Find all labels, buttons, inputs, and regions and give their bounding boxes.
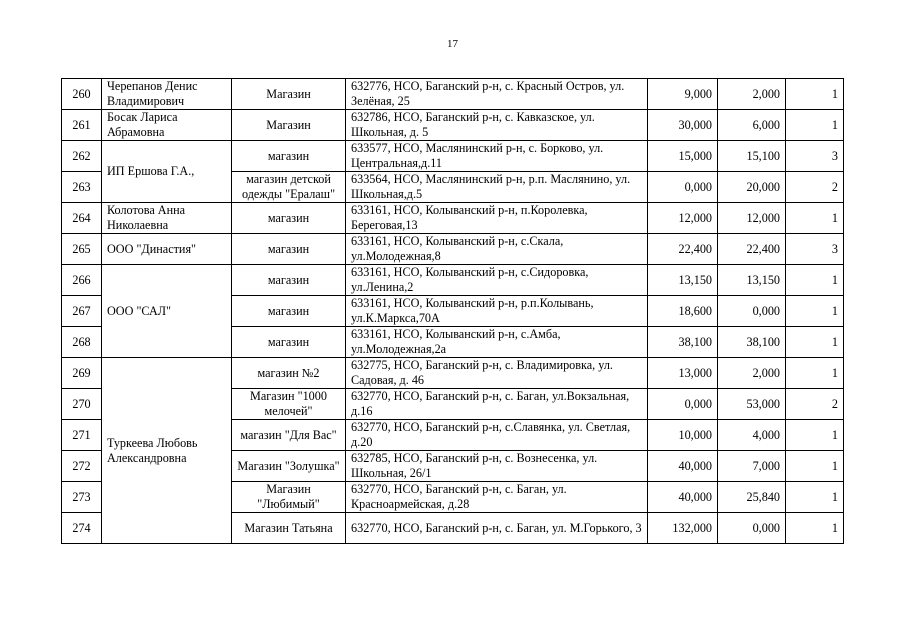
- table-row: [62, 79, 844, 110]
- object-type: магазин: [232, 141, 346, 172]
- object-type: магазин детской одежды "Ералаш": [232, 172, 346, 203]
- value-1: 38,100: [648, 327, 718, 358]
- object-type: магазин: [232, 234, 346, 265]
- value-3: 1: [786, 296, 844, 327]
- row-number: 268: [62, 327, 102, 358]
- row-number: 270: [62, 389, 102, 420]
- value-1: 30,000: [648, 110, 718, 141]
- owner-name: Туркеева Любовь Александровна: [102, 358, 232, 544]
- value-2: 4,000: [718, 420, 786, 451]
- registry-table: [61, 78, 844, 544]
- value-3: 2: [786, 389, 844, 420]
- value-2: 53,000: [718, 389, 786, 420]
- object-type: магазин: [232, 296, 346, 327]
- address: 632775, НСО, Баганский р-н, с. Владимировка, ул. Садовая, д. 46: [346, 358, 648, 389]
- value-2: 12,000: [718, 203, 786, 234]
- owner-name: Колотова Анна Николаевна: [102, 203, 232, 234]
- address: 632770, НСО, Баганский р-н, с. Баган, ул. М.Горького, 3: [346, 513, 648, 544]
- value-3: 1: [786, 265, 844, 296]
- object-type: Магазин "Любимый": [232, 482, 346, 513]
- object-type: Магазин: [232, 79, 346, 110]
- value-1: 18,600: [648, 296, 718, 327]
- address: 632785, НСО, Баганский р-н, с. Вознесенка, ул. Школьная, 26/1: [346, 451, 648, 482]
- value-1: 12,000: [648, 203, 718, 234]
- row-number: 260: [62, 79, 102, 110]
- object-type: магазин "Для Вас": [232, 420, 346, 451]
- value-1: 9,000: [648, 79, 718, 110]
- table-row: [62, 141, 844, 172]
- address: 633161, НСО, Колыванский р-н, с.Сидоровка, ул.Ленина,2: [346, 265, 648, 296]
- value-3: 2: [786, 172, 844, 203]
- value-2: 2,000: [718, 358, 786, 389]
- value-3: 1: [786, 420, 844, 451]
- value-3: 1: [786, 513, 844, 544]
- value-2: 7,000: [718, 451, 786, 482]
- value-2: 6,000: [718, 110, 786, 141]
- row-number: 265: [62, 234, 102, 265]
- row-number: 272: [62, 451, 102, 482]
- value-2: 20,000: [718, 172, 786, 203]
- value-1: 13,000: [648, 358, 718, 389]
- value-2: 13,150: [718, 265, 786, 296]
- address: 633564, НСО, Маслянинский р-н, р.п. Маслянино, ул. Школьная,д.5: [346, 172, 648, 203]
- object-type: Магазин: [232, 110, 346, 141]
- value-2: 2,000: [718, 79, 786, 110]
- table-row: [62, 358, 844, 389]
- value-1: 40,000: [648, 482, 718, 513]
- owner-name: ИП Ершова Г.А.,: [102, 141, 232, 203]
- address: 632786, НСО, Баганский р-н, с. Кавказское, ул. Школьная, д. 5: [346, 110, 648, 141]
- address: 632770, НСО, Баганский р-н, с. Баган, ул. Красноармейская, д.28: [346, 482, 648, 513]
- row-number: 261: [62, 110, 102, 141]
- value-3: 1: [786, 358, 844, 389]
- value-2: 0,000: [718, 513, 786, 544]
- value-3: 1: [786, 110, 844, 141]
- value-2: 0,000: [718, 296, 786, 327]
- table-row: [62, 265, 844, 296]
- object-type: Магазин "1000 мелочей": [232, 389, 346, 420]
- address: 632776, НСО, Баганский р-н, с. Красный Остров, ул. Зелёная, 25: [346, 79, 648, 110]
- owner-name: Босак Лариса Абрамовна: [102, 110, 232, 141]
- object-type: магазин: [232, 327, 346, 358]
- object-type: магазин: [232, 203, 346, 234]
- row-number: 274: [62, 513, 102, 544]
- value-3: 1: [786, 482, 844, 513]
- object-type: Магазин Татьяна: [232, 513, 346, 544]
- value-3: 1: [786, 327, 844, 358]
- value-3: 1: [786, 79, 844, 110]
- value-3: 3: [786, 234, 844, 265]
- value-1: 132,000: [648, 513, 718, 544]
- address: 633577, НСО, Маслянинский р-н, с. Борково, ул. Центральная,д.11: [346, 141, 648, 172]
- object-type: магазин №2: [232, 358, 346, 389]
- value-1: 22,400: [648, 234, 718, 265]
- address: 632770, НСО, Баганский р-н, с. Баган, ул.Вокзальная, д.16: [346, 389, 648, 420]
- row-number: 273: [62, 482, 102, 513]
- value-1: 0,000: [648, 389, 718, 420]
- address: 633161, НСО, Колыванский р-н, с.Скала, ул.Молодежная,8: [346, 234, 648, 265]
- value-2: 15,100: [718, 141, 786, 172]
- value-3: 1: [786, 203, 844, 234]
- row-number: 266: [62, 265, 102, 296]
- row-number: 267: [62, 296, 102, 327]
- value-1: 0,000: [648, 172, 718, 203]
- value-1: 10,000: [648, 420, 718, 451]
- row-number: 271: [62, 420, 102, 451]
- value-3: 1: [786, 451, 844, 482]
- value-2: 25,840: [718, 482, 786, 513]
- table-row: [62, 234, 844, 265]
- page-number: 17: [447, 38, 458, 50]
- row-number: 264: [62, 203, 102, 234]
- row-number: 263: [62, 172, 102, 203]
- table-row: [62, 203, 844, 234]
- value-1: 15,000: [648, 141, 718, 172]
- value-1: 13,150: [648, 265, 718, 296]
- owner-name: ООО "САЛ": [102, 265, 232, 358]
- value-1: 40,000: [648, 451, 718, 482]
- address: 633161, НСО, Колыванский р-н, п.Королевка, Береговая,13: [346, 203, 648, 234]
- value-2: 22,400: [718, 234, 786, 265]
- address: 633161, НСО, Колыванский р-н, с.Амба, ул.Молодежная,2а: [346, 327, 648, 358]
- owner-name: Черепанов Денис Владимирович: [102, 79, 232, 110]
- row-number: 269: [62, 358, 102, 389]
- owner-name: ООО "Династия": [102, 234, 232, 265]
- value-3: 3: [786, 141, 844, 172]
- address: 632770, НСО, Баганский р-н, с.Славянка, ул. Светлая, д.20: [346, 420, 648, 451]
- address: 633161, НСО, Колыванский р-н, р.п.Колывань, ул.К.Маркса,70А: [346, 296, 648, 327]
- object-type: магазин: [232, 265, 346, 296]
- row-number: 262: [62, 141, 102, 172]
- object-type: Магазин "Золушка": [232, 451, 346, 482]
- table-row: [62, 110, 844, 141]
- value-2: 38,100: [718, 327, 786, 358]
